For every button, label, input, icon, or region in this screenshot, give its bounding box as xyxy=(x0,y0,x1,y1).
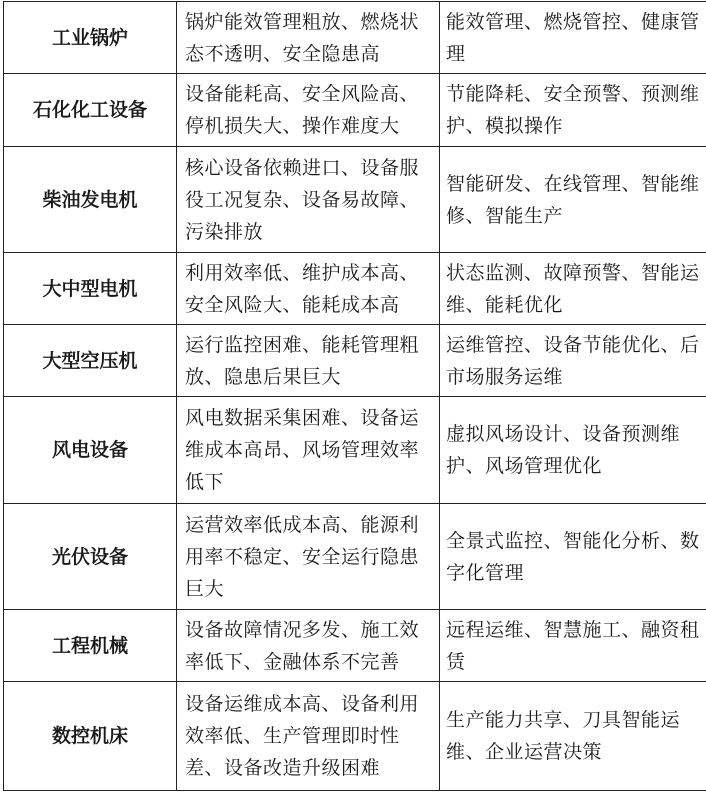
equipment-name: 石化化工设备 xyxy=(4,74,177,147)
solution-cell: 全景式监控、智能化分析、数字化管理 xyxy=(440,504,706,610)
problem-cell: 核心设备依赖进口、设备服役工况复杂、设备易故障、污染排放 xyxy=(177,147,440,253)
table-row xyxy=(4,253,706,325)
equipment-name: 工业锅炉 xyxy=(4,2,177,74)
table-row xyxy=(4,682,706,791)
equipment-name: 工程机械 xyxy=(4,610,177,682)
solution-cell: 智能研发、在线管理、智能维修、智能生产 xyxy=(440,147,706,253)
table-row xyxy=(4,2,706,74)
table-row xyxy=(4,504,706,610)
table-row xyxy=(4,325,706,397)
problem-cell: 锅炉能效管理粗放、燃烧状态不透明、安全隐患高 xyxy=(177,2,440,74)
problem-cell: 运行监控困难、能耗管理粗放、隐患后果巨大 xyxy=(177,325,440,397)
problem-cell: 利用效率低、维护成本高、安全风险大、能耗成本高 xyxy=(177,253,440,325)
table-row xyxy=(4,74,706,147)
equipment-name: 大中型电机 xyxy=(4,253,177,325)
solution-cell: 远程运维、智慧施工、融资租赁 xyxy=(440,610,706,682)
equipment-table xyxy=(3,1,706,791)
equipment-name: 柴油发电机 xyxy=(4,147,177,253)
problem-cell: 设备能耗高、安全风险高、停机损失大、操作难度大 xyxy=(177,74,440,147)
equipment-name: 光伏设备 xyxy=(4,504,177,610)
solution-cell: 状态监测、故障预警、智能运维、能耗优化 xyxy=(440,253,706,325)
equipment-name: 风电设备 xyxy=(4,397,177,504)
table-row xyxy=(4,147,706,253)
solution-cell: 生产能力共享、刀具智能运维、企业运营决策 xyxy=(440,682,706,791)
equipment-name: 数控机床 xyxy=(4,682,177,791)
solution-cell: 节能降耗、安全预警、预测维护、模拟操作 xyxy=(440,74,706,147)
problem-cell: 设备故障情况多发、施工效率低下、金融体系不完善 xyxy=(177,610,440,682)
problem-cell: 运营效率低成本高、能源利用率不稳定、安全运行隐患巨大 xyxy=(177,504,440,610)
solution-cell: 能效管理、燃烧管控、健康管理 xyxy=(440,2,706,74)
table-row xyxy=(4,397,706,504)
solution-cell: 虚拟风场设计、设备预测维护、风场管理优化 xyxy=(440,397,706,504)
solution-cell: 运维管控、设备节能优化、后市场服务运维 xyxy=(440,325,706,397)
problem-cell: 设备运维成本高、设备利用效率低、生产管理即时性差、设备改造升级困难 xyxy=(177,682,440,791)
table-row xyxy=(4,610,706,682)
problem-cell: 风电数据采集困难、设备运维成本高昂、风场管理效率低下 xyxy=(177,397,440,504)
equipment-name: 大型空压机 xyxy=(4,325,177,397)
